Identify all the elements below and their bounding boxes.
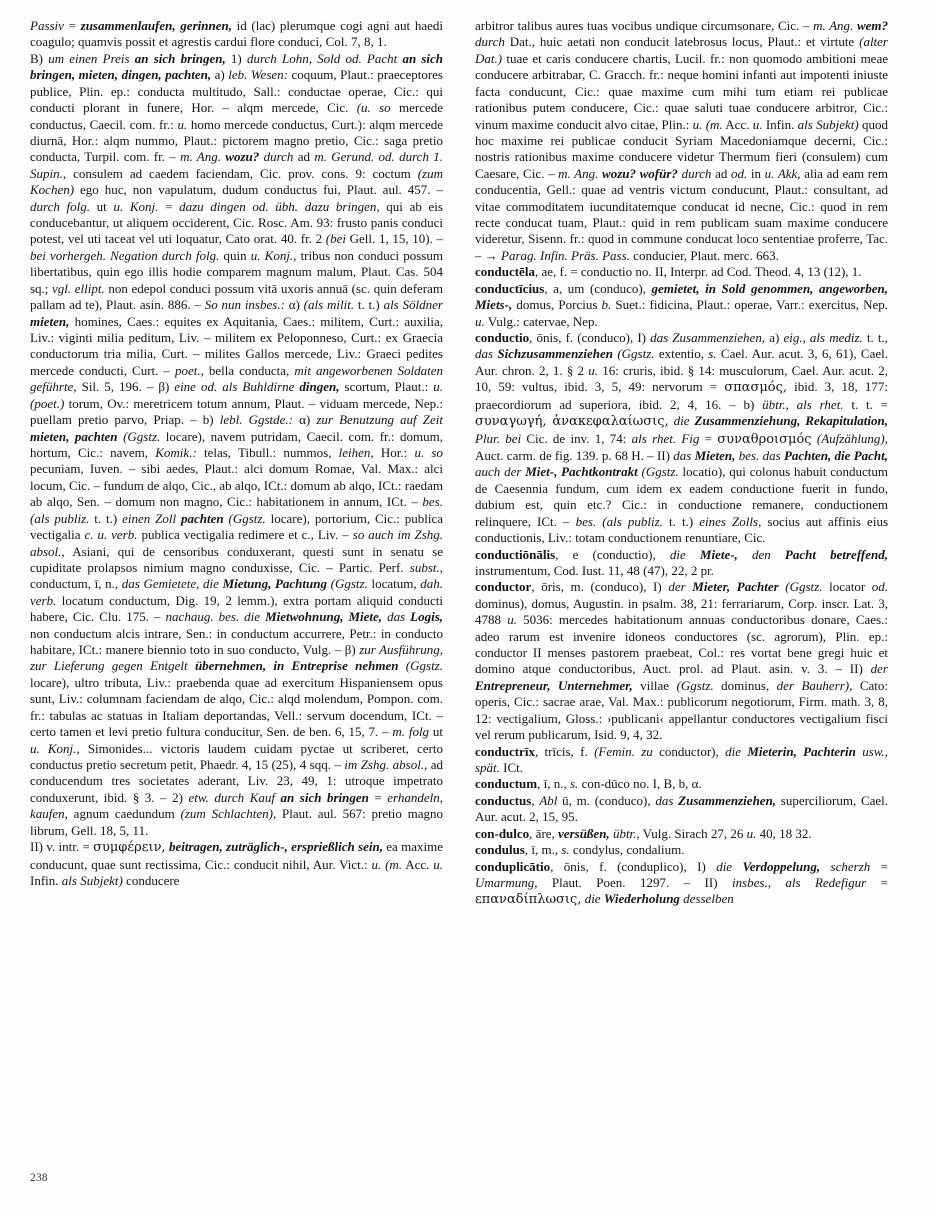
dictionary-entry: conductus, Abl ū, m. (conduco), das Zusammenziehen, superciliorum, Cael. Aur. acut. 2, 15, 95.: [475, 792, 889, 825]
dictionary-entry: conductiōnālis, e (conductio), die Miete-, den Pacht betreffend, instrumentum, Cod. Iust. 11, 48 (47), 22, 2 pr.: [475, 546, 888, 578]
body-paragraph: Passiv = zusammenlaufen, gerinnen, id (lac) plerumque cogi agni aut haedi coagulo; quamvis possit et agrestis cardui flore conduci, Col. 7, 8, 1.: [30, 18, 443, 50]
right-text-column: [475, 18, 888, 1158]
body-paragraph: II) v. intr. = συμφέρειν, beitragen, zuträglich-, ersprießlich sein, ea maxime conducunt, quae sunt rectissima, Cic.: conducit nihil, Aur. Vict.: u. (m. Acc. u. Infin. als Subjekt) conducere: [30, 839, 444, 888]
dictionary-entry: conductum, ī, n., s. con-dūco no. I, B, b, α.: [475, 776, 702, 792]
dictionary-entry: conductio, ōnis, f. (conduco), I) das Zusammenziehen, a) eig., als mediz. t. t., das Sichzusammenziehen (Ggstz. extentio, s. Cael. Aur. acut. 3, 6, 61), Cael. Aur. chron. 2, 1. § 2 u. 16: cruris, ibid. § 14: musculorum, Cael. Aur. acut. 2, 10, 59: vultus, ibid. 3, 5, 49: nervorum = σπασμός, ibid. 3, 18, 177: praecordiorum ad superiora, ibid. 2, 4, 16. – b) übtr., als rhet. t. t. = συναγωγή, ἀνακεφαλαίωσις, die Zusammenziehung, Rekapitulation, Plur. bei Cic. de inv. 1, 74: als rhet. Fig = συναθροισμός (Aufzählung), Auct. carm. de fig. 139. p. 68 H. – II) das Mieten, bes. das Pachten, die Pacht, auch der Miet-, Pachtkontrakt (Ggstz. locatio), qui colonus habuit conductum de Caesennia fundum, cum idem ex eadem conductione fuerit in fundo, dubium est, quin etc.? Cic.: in conductione remanere, conductionem relinquere, ICt. – bes. (als publiz. t. t.) eines Zolls, socius aut affinis eius conductionis, Liv.: totam conductionem renuntiare, Cic.: [475, 330, 889, 546]
body-paragraph: arbitror talibus aures tuas vocibus undique circumsonare, Cic. – m. Ang. wem? durch Dat., huic aetati non conducit latebrosus locus, Plaut.: et virtute (alter Dat.) tuae et caris conducere chartis, Lucil. fr.: non quomodo ambitioni meae conducere arbitrabar, C. Gracch. fr.: neque homini infanti aut impotenti iniuste facta conducunt, Cic.: quae maxime cum mihi tum etiam rei publicae rationibus putem conducere, Cic.: quae saluti tuae conducere arbitror, Cic.: vinum maxime conducit alvo citae, Plin.: u. (m. Acc. u. Infin. als Subjekt) quod hoc maxime rei publicae conducit Syriam Macedoniamque decerni, Cic.: nostris rationibus maxime conducere videtur Thermum fieri (consulem) cum Caesare, Cic. – m. Ang. wozu? wofür? durch ad od. in u. Akk, alia ad eam rem conducentia, Gell.: quae ad ventris victum conducunt, Plaut.: consultant, ad vitae commoditatem iucunditatemque conducat id necne, Cic.: quod in rem recte conducat tuam, Plaut.: quid in rem publicam suam maxime conducere videretur, Sisenn. fr.: quod in commune conducat loco sententiae proferre, Tac. – → Parag. Infin. Präs. Pass. conducier, Plaut. merc. 663.: [475, 18, 889, 263]
dictionary-entry: conductrīx, trīcis, f. (Femin. zu conductor), die Mieterin, Pachterin usw., spät. ICt.: [475, 743, 889, 775]
two-column-text-body: [30, 18, 905, 1158]
left-text-column: [30, 18, 443, 1158]
dictionary-entry: conductor, ōris, m. (conduco), I) der Mieter, Pachter (Ggstz. locator od. dominus), domus, Augustin. in psalm. 38, 21: ferrariarum, Corp. inscr. Lat. 3, 4788 u. 5036: mercedes habitationum annuas conductoribus donare, Caes.: adeo rarum est invenire idoneos conductores (sc. agrorum), Plin. ep.: conductor II menses pastorem praebeat, Col.: res vortat bene gregi huic et domino atque conductoribus, Auct. prol. ad Plaut. asin. v. 3. – II) der Entrepreneur, Unternehmer, villae (Ggstz. dominus, der Bauherr), Cato: operis, Cic.: sacrae arae, Val. Max.: publicorum negotiorum, Firm. math. 3, 8, 12: vectigalium, Gloss.: ›publicani‹ appellantur conductores vectigalium fisci vel rerum publicarum, Isid. 9, 4, 32.: [475, 579, 889, 743]
body-paragraph: B) um einen Preis an sich bringen, 1) durch Lohn, Sold od. Pacht an sich bringen, mieten, dingen, pachten, a) leb. Wesen: coquum, Plaut.: praeceptores publice, Plin. ep.: conducta multitudo, Sall.: conductae operae, Cic.: qui conducti plorant in funere, Hor. – alqm mercede, Cic. (u. so mercede conductus, Caecil. com. fr.: u. homo mercede conductus, Curt.): alqm mercede diurnā, Hor.: alqm nummo, Plaut.: pictorem magno pretio, Cic.: saga pretio conducta, Turpil. com. fr. – m. Ang. wozu? durch ad m. Gerund. od. durch 1. Supin., consulem ad caedem faciendam, Cic. prov. cons. 9: coctum (zum Kochen) ego huc, non vapulatum, dudum conductus fui, Plaut. aul. 457. – durch folg. ut u. Konj. = dazu dingen od. übh. dazu bringen, qui ab eis conducebantur, ut aliquem occiderent, Cic. Rosc. Am. 93: frusto panis conduci potest, vel uti taceat vel uti loquatur, Cato orat. 40. fr. 2 (bei Gell. 1, 15, 10). – bei vorhergeh. Negation durch folg. quin u. Konj., tribus non conduci possum libertatibus, quin ego illis hodie comparem magnum malum, Plaut. Cas. 504 sq.; vgl. ellipt. non edepol conduci possum vitā uxoris annuā (sc. quin deferam pallam ad te), Plaut. asin. 886. – So nun insbes.: α) (als milit. t. t.) als Söldner mieten, homines, Caes.: equites ex Aquitania, Caes.: militem, Curt.: auxilia, Liv.: viginti milia peditum, Liv. – militem ex Peloponneso, Curt.: ex Graecia conductorum tria milia, Curt. – milites Gallos mercede, Liv.: Graeci pedites mercede conducti, Curt. – poet., bella conducta, mit angeworbenen Soldaten geführte, Sil. 5, 196. – β) eine od. als Buhldirne dingen, scortum, Plaut.: u. (poet.) torum, Ov.: meretricem totum annum, Plaut. – viduam mercede, Nep.: puellam pretio parvo, Priap. – b) lebl. Ggstde.: α) zur Benutzung auf Zeit mieten, pachten (Ggstz. locare), navem putridam, Caecil. com. fr.: domum, hortum, Cic.: navem, Komik.: telas, Tibull.: nummos, leihen, Hor.: u. so pecuniam, Iuven. – sibi aedes, Plaut.: alci domum Romae, Val. Max.: alci locum, Cic. – fundum de alqo, Cic., ab alqo, ICt.: domum ab alqo, ICt.: raedam ab alqo, Sen. – domum non magno, Cic.: habitationem in annum, ICt. – bes. (als publiz. t. t.) einen Zoll pachten (Ggstz. locare), portorium, Cic.: publica vectigalia c. u. verb. publica vectigalia redimere et c., Liv. – so auch im Zshg. absol., Asiani, qui de censoribus conduxerant, questi sunt in senatu se cupiditate prolapsos nimium magno conduxisse, Cic. – Partic. Perf. subst., conductum, ī, n., das Gemietete, die Mietung, Pachtung (Ggstz. locatum, dah. verb. locatum conductum, Dig. 19, 2 lemm.), extra portam aliquid conducti habere, Cic. Clu. 175. – nachaug. bes. die Mietwohnung, Miete, das Logis, non conductum alcis intrare, Sen.: in conductum accurrere, Petr.: in conducto habitare, ICt.: manere biennio toto in suo conducto, Vulg. – β) zur Ausführung, zur Lieferung gegen Entgelt übernehmen, in Entreprise nehmen (Ggstz. locare), ultro tributa, Liv.: praebenda quae ad exercitum Hispaniensem opus sunt, Liv.: columnam faciendam de alqo, Cic.: alqd molendum, Pompon. com. fr.: tabulas ac statuas in Italiam deportandas, Vell.: servum docendum, ICt. – certo tamen et levi pretio fultura conducitur, Sen. de ben. 6, 15, 7. – m. folg ut u. Konj., Simonides... victoris laudem cuidam pyctae ut scriberet, certo conductus pretio secretum petit, Phaedr. 4, 15 (25), 4 sqq. – im Zshg. absol., ad conducendum tres societates aderant, Liv. 23, 49, 1: utroque impetrato conduxerunt, ibid. § 3. – 2) etw. durch Kauf an sich bringen = erhandeln, kaufen, agnum caedundum (zum Schlachten), Plaut. aul. 567: pretio magno librum, Gell. 18, 5, 11.: [30, 50, 444, 838]
dictionary-entry: condulus, ī, m., s. condylus, condalium.: [475, 842, 685, 858]
page-folio-number: 238: [30, 1172, 48, 1184]
dictionary-entry: conductīcius, a, um (conduco), gemietet, in Sold genommen, angeworben, Miets-, domus, Porcius b. Suet.: fidicina, Plaut.: operae, Varr.: exercitus, Nep. u. Vulg.: catervae, Nep.: [475, 280, 888, 329]
dictionary-entry: con-dulco, āre, versüßen, übtr., Vulg. Sirach 27, 26 u. 40, 18 32.: [475, 825, 812, 841]
dictionary-entry: conductēla, ae, f. = conductio no. II, Interpr. ad Cod. Theod. 4, 13 (12), 1.: [475, 264, 862, 280]
dictionary-entry: conduplicātio, ōnis, f. (conduplico), I) die Verdoppelung, scherzh = Umarmung, Plaut. Poen. 1297. – II) insbes., als Redefigur = επαναδίπλωσις, die Wiederholung desselben: [475, 858, 888, 908]
